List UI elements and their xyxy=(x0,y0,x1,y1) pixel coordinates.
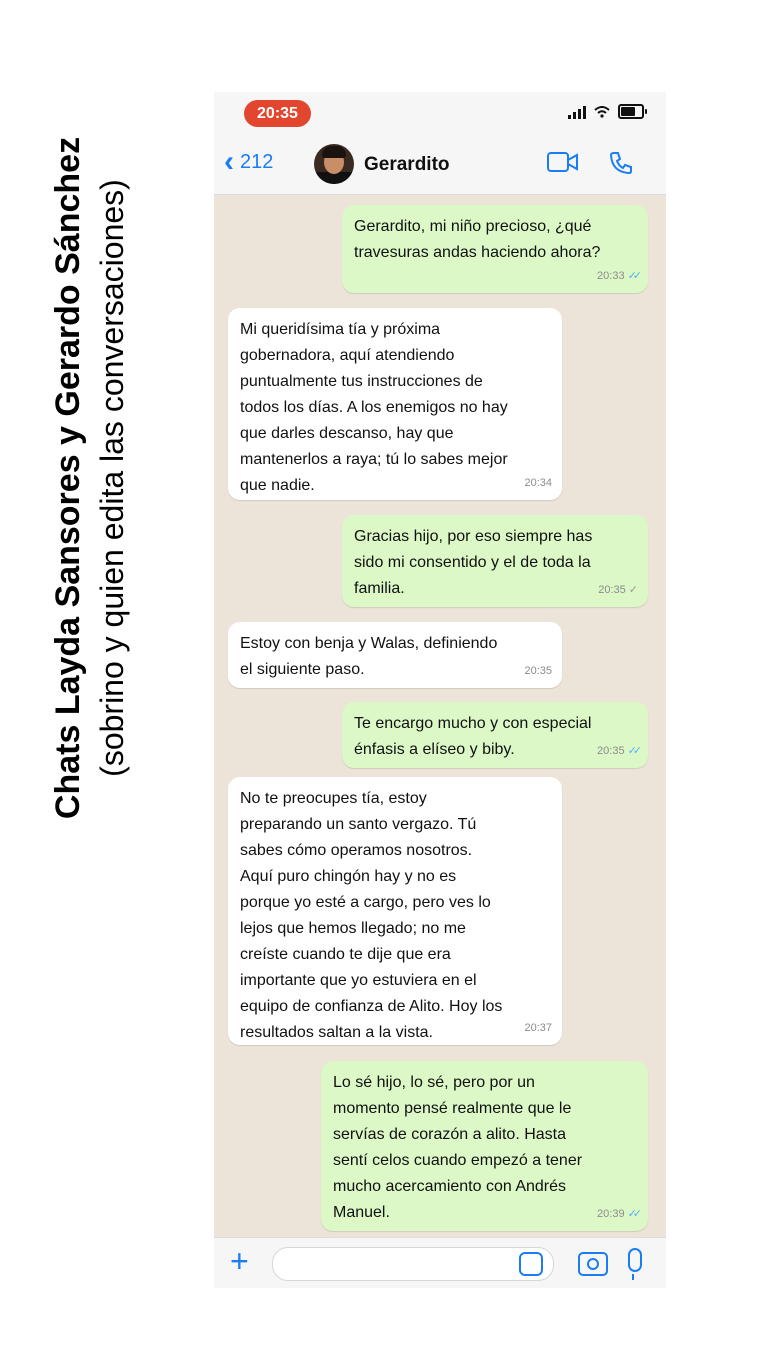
message-text: Gerardito, mi niño precioso, ¿qué travesuras andas haciendo ahora? xyxy=(354,218,601,261)
message-meta xyxy=(524,658,552,684)
plus-icon[interactable]: + xyxy=(230,1243,249,1279)
message-bubble[interactable] xyxy=(342,515,648,607)
message-time: 20:35 xyxy=(597,745,625,757)
chevron-left-icon: ‹ xyxy=(224,145,234,178)
message-text: No te preocupes tía, estoy preparando un santo vergazo. Tú sabes cómo operamos nosotros. Aquí puro chingón hay y no es porque yo esté a cargo, pero ves lo lejos que hemos llegado; no me creíste cuando te dije que era importante que yo estuviera en el equipo de confianza de Alito. Hoy los resultados saltan a la vista. xyxy=(240,790,503,1041)
message-meta xyxy=(524,470,552,496)
chat-header xyxy=(214,134,666,195)
message-text: Estoy con benja y Walas, definiendo el siguiente paso. xyxy=(240,635,498,678)
sticker-icon[interactable] xyxy=(519,1252,543,1276)
message-time: 20:37 xyxy=(524,1022,552,1034)
camera-icon[interactable] xyxy=(578,1252,608,1276)
message-text: Mi queridísima tía y próxima gobernadora, aquí atendiendo puntualmente tus instrucciones de todos los días. A los enemigos no hay que darles descanso, hay que mantenerlos a raya; tú lo sabes mejor que nadie. xyxy=(240,321,508,494)
message-text: Lo sé hijo, lo sé, pero por un momento pensé realmente que le servías de corazón a alito. Hasta sentí celos cuando empezó a tener mucho acercamiento con Andrés Manuel. xyxy=(333,1074,583,1221)
message-bubble[interactable] xyxy=(228,308,562,500)
message-input[interactable] xyxy=(272,1247,554,1281)
phone-icon[interactable] xyxy=(608,150,634,176)
message-time: 20:35 xyxy=(598,584,626,596)
caption-subtitle: (sobrino y quien edita las conversaciones) xyxy=(94,179,130,777)
message-time: 20:33 xyxy=(597,270,625,282)
chat-area xyxy=(214,195,666,1237)
side-caption xyxy=(46,28,166,928)
message-text: Te encargo mucho y con especial énfasis a elíseo y biby. xyxy=(354,715,592,758)
message-text: Gracias hijo, por eso siempre has sido mi consentido y el de toda la familia. xyxy=(354,528,593,597)
message-meta xyxy=(597,738,638,764)
message-meta xyxy=(597,263,638,289)
message-meta xyxy=(598,577,638,603)
sent-check-icon: ✓ xyxy=(628,584,638,596)
message-bubble[interactable] xyxy=(228,622,562,688)
caption-title: Chats Layda Sansores y Gerardo Sánchez xyxy=(49,136,87,820)
message-bubble[interactable] xyxy=(342,702,648,768)
read-receipt-icon: ✓✓ xyxy=(627,1208,638,1220)
message-meta xyxy=(524,1015,552,1041)
battery-icon xyxy=(618,104,644,119)
signal-icon xyxy=(568,105,586,119)
read-receipt-icon: ✓✓ xyxy=(627,745,638,757)
contact-name[interactable]: Gerardito xyxy=(364,154,450,175)
status-bar xyxy=(214,92,666,134)
back-count: 212 xyxy=(240,150,274,173)
read-receipt-icon: ✓✓ xyxy=(627,270,638,282)
message-composer xyxy=(214,1237,666,1288)
message-bubble[interactable] xyxy=(342,205,648,293)
status-time: 20:35 xyxy=(244,100,311,127)
back-button[interactable] xyxy=(224,145,274,178)
message-bubble[interactable] xyxy=(228,777,562,1045)
phone-screen xyxy=(214,92,666,1288)
message-bubble[interactable] xyxy=(321,1061,648,1231)
message-time: 20:34 xyxy=(524,477,552,489)
video-camera-icon[interactable] xyxy=(546,150,580,174)
message-time: 20:39 xyxy=(597,1208,625,1220)
avatar[interactable] xyxy=(314,144,354,184)
microphone-icon[interactable] xyxy=(628,1248,642,1272)
message-time: 20:35 xyxy=(524,665,552,677)
message-meta xyxy=(597,1201,638,1227)
wifi-icon xyxy=(594,106,610,118)
status-icons xyxy=(568,104,644,119)
